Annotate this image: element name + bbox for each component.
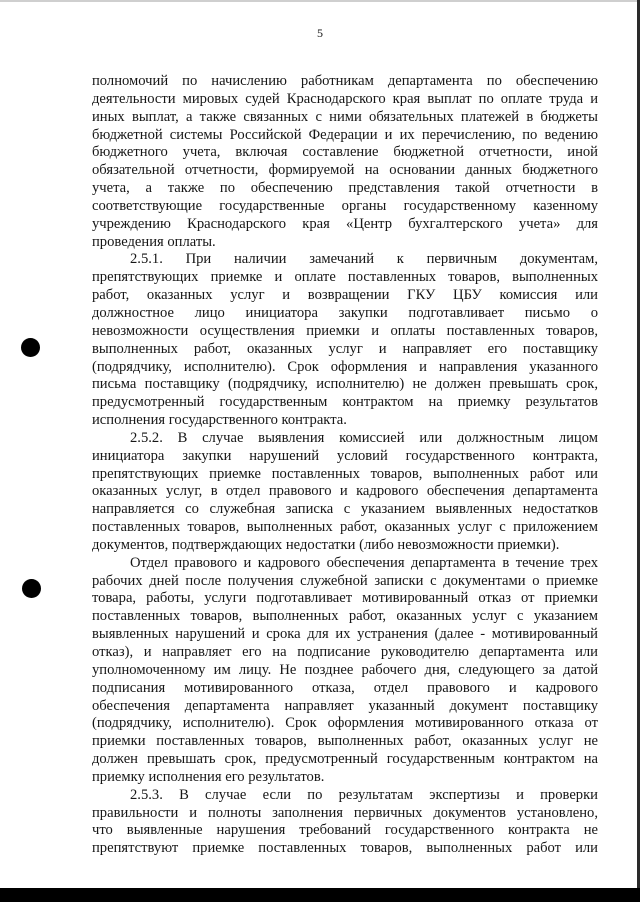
text-line: 2.5.2. В случае выявления комиссией или должностным лицом — [130, 429, 598, 446]
scan-bottom-edge — [0, 888, 640, 902]
text-line: 2.5.3. В случае если по результатам экспертизы и проверки — [130, 786, 598, 803]
text-line: инициатора закупки нарушений условий государственного контракта, — [92, 447, 598, 464]
text-line: деятельности мировых судей Краснодарского края выплат по оплате труда и — [92, 90, 598, 107]
text-line: обеспечения департамента направляет указанный документ поставщику — [92, 697, 598, 714]
text-line: препятствующих приемке поставленных товаров, выполненных работ или — [92, 465, 598, 482]
text-line: препятствуют приемке поставленных товаров, выполненных работ или — [92, 840, 598, 857]
text-line: обязательной отчетности, формируемой на основании данных бюджетного — [92, 162, 598, 179]
text-line: оказанных услуг, в отдел правового и кадрового обеспечения департамента — [92, 483, 598, 500]
text-line: поставленных товаров, выполненных работ, оказанных услуг с указанием — [92, 608, 598, 625]
text-line: (подрядчику, исполнителю). Срок оформления мотивированного отказа от — [92, 715, 598, 732]
text-line: учреждению Краснодарского края «Центр бухгалтерского учета» для — [92, 215, 598, 232]
text-line: учета, а также по обеспечению представления такой отчетности в — [92, 180, 598, 197]
text-line: выполненных работ, оказанных услуг и направляет его поставщику — [92, 340, 598, 357]
text-line: поставленных товаров, выполненных работ, оказанных услуг с приложением — [92, 519, 598, 536]
text-line: что выявленные нарушения требований государственного контракта не — [92, 822, 598, 839]
text-line: подписания мотивированного отказа, отдел правового и кадрового — [92, 679, 598, 696]
text-line: правильности и полноты заполнения первичных документов установлено, — [92, 804, 598, 821]
text-line: документов, подтверждающих недостатки (либо невозможности приемки). — [92, 536, 560, 553]
text-line: должностное лицо инициатора закупки подготавливает письмо о — [92, 304, 598, 321]
text-line: невозможности осуществления приемки и оплаты поставленных товаров, — [92, 322, 598, 339]
text-line: Отдел правового и кадрового обеспечения департамента в течение трех — [130, 554, 598, 571]
text-line: полномочий по начислению работникам департамента по обеспечению — [92, 73, 598, 89]
text-line: направляется со служебная записка с указанием выявленных недостатков — [92, 501, 598, 518]
text-line: выявленных нарушений и срока для их устранения (далее - мотивированный — [92, 626, 598, 643]
page-number: 5 — [317, 26, 323, 40]
text-line: письма поставщику (подрядчику, исполнителю) не должен превышать срок, — [92, 376, 598, 393]
punch-hole — [22, 579, 41, 598]
text-line: 2.5.1. При наличии замечаний к первичным документам, — [130, 251, 598, 268]
document-body — [92, 73, 598, 858]
text-line: исполнения государственного контракта. — [92, 412, 347, 429]
scan-top-edge — [0, 0, 640, 2]
text-line: бюджетной системы Российской Федерации и их перечислению, по ведению — [92, 126, 598, 143]
text-line: должен превышать срок, предусмотренный государственным контрактом на — [92, 751, 598, 768]
text-line: приемки поставленных товаров, выполненных работ, оказанных услуг не — [92, 733, 598, 750]
text-line: работ, оказанных услуг и возвращении ГКУ ЦБУ комиссия или — [92, 287, 598, 304]
text-line: приемку исполнения его результатов. — [92, 768, 325, 785]
text-line: рабочих дней после получения служебной записки с документами о приемке — [92, 572, 598, 589]
text-line: (подрядчику, исполнителю). Срок оформления и направления указанного — [92, 358, 598, 375]
text-line: уполномоченному им лицу. Не позднее рабочего дня, следующего за датой — [92, 661, 598, 678]
text-line: бюджетного учета, включая составление бюджетной отчетности, иной — [92, 144, 598, 161]
punch-hole — [21, 338, 40, 357]
text-line: иных выплат, а также связанных с ними обязательных платежей в бюджеты — [92, 108, 598, 125]
text-line: проведения оплаты. — [92, 233, 216, 250]
text-line: соответствующие государственные органы государственному казенному — [92, 197, 598, 214]
text-line: товара, работы, услуги подготавливает мотивированный отказ от приемки — [92, 590, 598, 607]
text-line: отказ), и направляет его на подписание руководителю департамента или — [92, 644, 598, 660]
text-line: препятствующих приемке и оплате поставленных товаров, выполненных — [92, 269, 598, 286]
text-line: предусмотренный государственным контрактом на приемку результатов — [92, 394, 598, 411]
